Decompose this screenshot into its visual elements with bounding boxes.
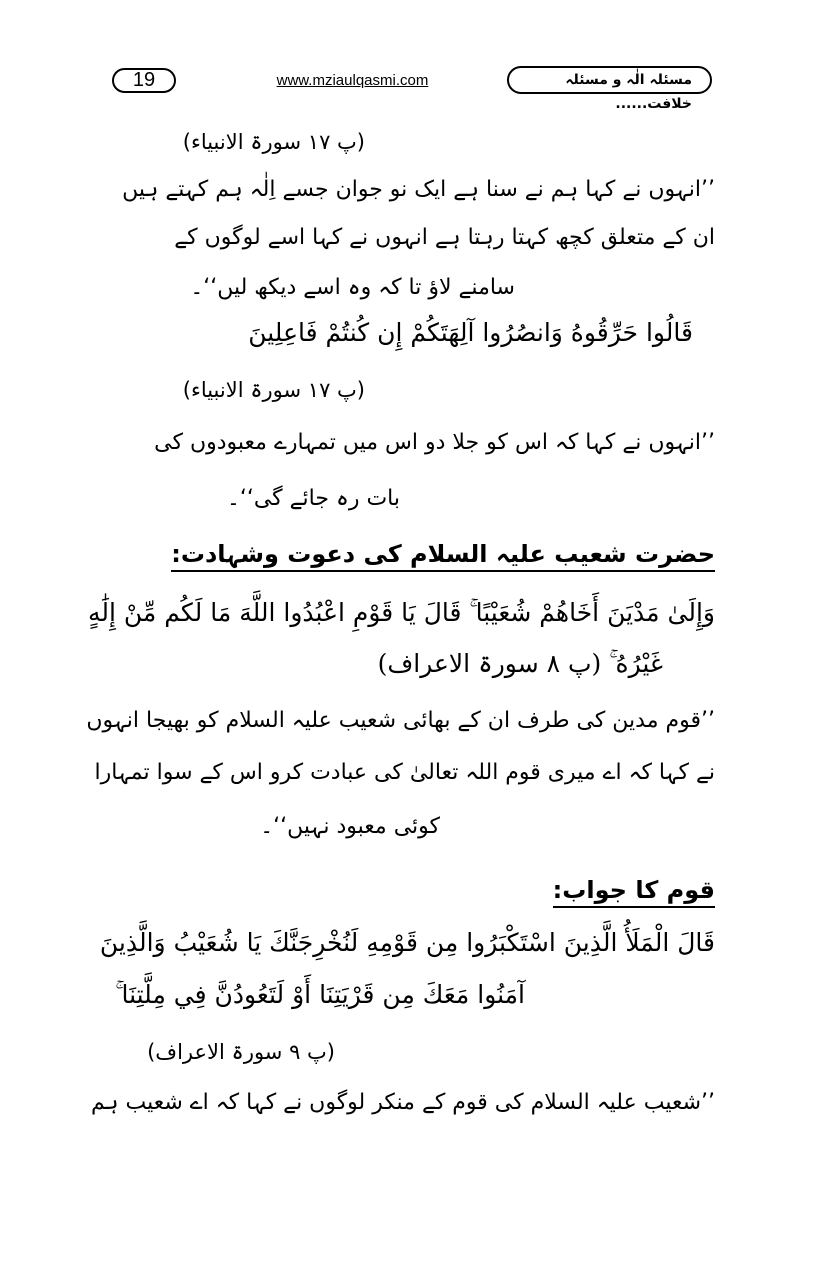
arabic-verse: قَالُوا حَرِّقُوهُ وَانصُرُوا آلِهَتَكُمْ إِن كُنتُمْ فَاعِلِينَ <box>248 318 693 347</box>
arabic-verse-with-reference: غَيْرُهُ ۚ (پ ۸ سورۃ الاعراف) <box>377 649 663 678</box>
arabic-verse: وَإِلَىٰ مَدْيَنَ أَخَاهُمْ شُعَيْبًا ۚ قَالَ يَا قَوْمِ اعْبُدُوا اللَّهَ مَا لَكُم مِّنْ إِلَٰهٍ <box>87 598 715 627</box>
urdu-text-line: ’’انہوں نے کہا ہم نے سنا ہے ایک نو جوان جسے اِلٰہ ہم کہتے ہیں <box>122 177 715 202</box>
urdu-text-line: ’’قوم مدین کی طرف ان کے بھائی شعیب علیہ السلام کو بھیجا انہوں <box>86 708 715 733</box>
page-number: 19 <box>112 68 176 93</box>
urdu-text-line: نے کہا کہ اے میری قوم اللہ تعالیٰ کی عبادت کرو اس کے سوا تمہارا <box>94 760 715 785</box>
urdu-text-line: ’’شعیب علیہ السلام کی قوم کے منکر لوگوں نے کہا کہ اے شعیب ہم <box>90 1090 715 1115</box>
urdu-text-line: ان کے متعلق کچھ کہتا رہتا ہے انہوں نے کہا اسے لوگوں کے <box>174 225 715 250</box>
urdu-text-line: کوئی معبود نہیں‘‘۔ <box>260 814 440 839</box>
arabic-verse: آمَنُوا مَعَكَ مِن قَرْيَتِنَا أَوْ لَتَعُودُنَّ فِي مِلَّتِنَا ۚ <box>115 980 525 1009</box>
arabic-verse: قَالَ الْمَلَأُ الَّذِينَ اسْتَكْبَرُوا مِن قَوْمِهِ لَنُخْرِجَنَّكَ يَا شُعَيْبُ وَالَّذِينَ <box>99 928 715 957</box>
section-heading: قوم کا جواب: <box>553 876 715 908</box>
urdu-text-line: ’’انہوں نے کہا کہ اس کو جلا دو اس میں تمہارے معبودوں کی <box>154 430 715 455</box>
section-heading: حضرت شعیب علیہ السلام کی دعوت وشہادت: <box>171 540 715 572</box>
urdu-text-line: بات رہ جائے گی‘‘۔ <box>226 486 400 511</box>
page-header <box>0 0 825 110</box>
urdu-text-line: سامنے لاؤ تا کہ وہ اسے دیکھ لیں‘‘۔ <box>190 275 515 300</box>
quran-reference: (پ ۱۷ سورۃ الانبیاء) <box>182 130 365 154</box>
quran-reference: (پ ۱۷ سورۃ الانبیاء) <box>182 378 365 402</box>
book-title: مسئلہ الٰہ و مسئلہ خلافت...... <box>507 66 712 94</box>
quran-reference: (پ ۹ سورۃ الاعراف) <box>147 1040 335 1064</box>
website-link[interactable]: www.mziaulqasmi.com <box>276 72 429 89</box>
